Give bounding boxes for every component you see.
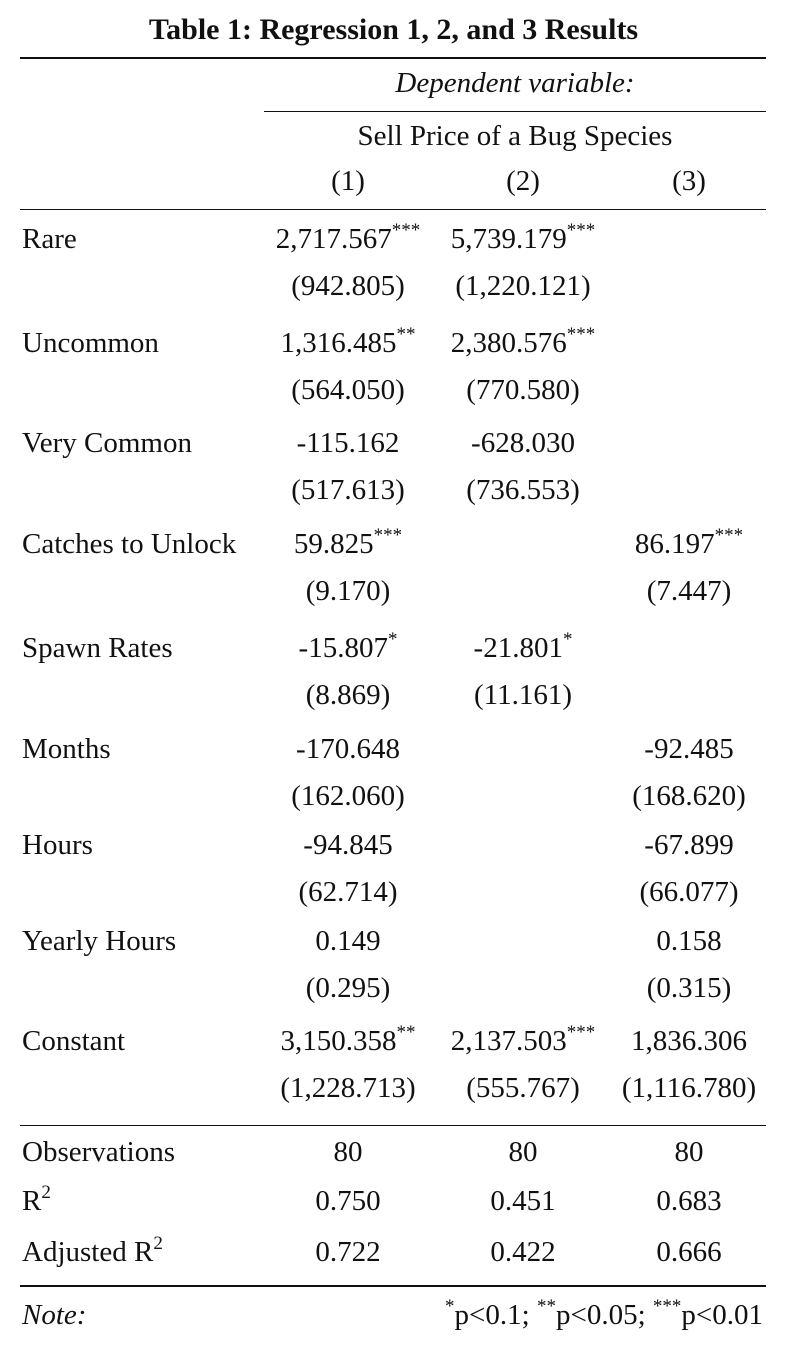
standard-error-cell: (66.077) — [639, 876, 739, 908]
bottom-rule — [20, 1285, 766, 1287]
top-rule — [20, 57, 766, 59]
coefficient-cell — [612, 732, 766, 766]
standard-error-cell: (942.805) — [291, 270, 405, 302]
row-label: Uncommon — [22, 327, 159, 359]
coefficient-cell — [262, 426, 434, 460]
standard-error-cell: (62.714) — [298, 876, 398, 908]
column-header-3: (3) — [672, 165, 706, 197]
row-label: Yearly Hours — [22, 925, 177, 957]
stat-value: 80 — [508, 1136, 538, 1168]
standard-error-cell: (0.295) — [305, 972, 391, 1004]
coefficient-value: 2,717.567 — [275, 223, 392, 255]
significance-stars: *** — [391, 220, 421, 241]
row-label: Very Common — [22, 427, 192, 459]
standard-error-cell: (11.161) — [474, 679, 572, 711]
coefficient-value: 86.197 — [634, 528, 715, 560]
stat-value: 0.422 — [490, 1236, 556, 1268]
coefficient-cell — [262, 326, 434, 360]
coefficient-value: 5,739.179 — [450, 223, 567, 255]
stat-label-superscript: 2 — [41, 1182, 51, 1203]
stats-rule — [20, 1125, 766, 1126]
coefficient-cell — [262, 222, 434, 256]
stat-value: 0.750 — [315, 1185, 381, 1217]
coefficient-value: 2,380.576 — [450, 327, 567, 359]
standard-error-cell: (8.869) — [305, 679, 391, 711]
coefficient-cell — [436, 222, 610, 256]
significance-stars: *** — [714, 525, 744, 546]
standard-error-cell: (168.620) — [632, 780, 746, 812]
table-title: Table 1: Regression 1, 2, and 3 Results — [148, 13, 639, 46]
note-label: Note: — [22, 1299, 87, 1331]
coefficient-value: 0.158 — [656, 925, 722, 957]
stat-label-text: Observations — [22, 1136, 176, 1168]
coefficient-cell — [436, 426, 610, 460]
standard-error-cell: (564.050) — [291, 374, 405, 406]
row-label: Hours — [22, 829, 93, 861]
stat-value: 80 — [333, 1136, 363, 1168]
standard-error-cell: (736.553) — [466, 474, 580, 506]
coefficient-value: 2,137.503 — [450, 1025, 567, 1057]
column-header-1: (1) — [331, 165, 365, 197]
coefficient-value: 1,836.306 — [631, 1025, 747, 1057]
coefficient-cell — [612, 527, 766, 561]
coefficient-value: 3,150.358 — [280, 1025, 397, 1057]
coefficient-cell — [612, 1024, 766, 1058]
stat-value: 0.451 — [490, 1185, 556, 1217]
coefficient-cell — [262, 1024, 434, 1058]
coefficient-cell — [436, 326, 610, 360]
standard-error-cell: (1,228.713) — [280, 1072, 416, 1104]
standard-error-cell: (0.315) — [646, 972, 732, 1004]
significance-note — [445, 1298, 763, 1332]
stat-label-text: Adjusted R — [22, 1236, 154, 1268]
coefficient-cell — [262, 828, 434, 862]
significance-stars: ** — [396, 324, 416, 345]
coefficient-value: 0.149 — [315, 925, 381, 957]
coefficient-cell — [612, 924, 766, 958]
significance-stars: ** — [396, 1022, 416, 1043]
header-rule — [20, 209, 766, 210]
note-threshold: p<0.01 — [681, 1299, 763, 1331]
column-header-2: (2) — [506, 165, 540, 197]
standard-error-cell: (7.447) — [646, 575, 732, 607]
standard-error-cell: (9.170) — [305, 575, 391, 607]
standard-error-cell: (162.060) — [291, 780, 405, 812]
stat-value: 0.683 — [656, 1185, 722, 1217]
significance-stars: *** — [373, 525, 403, 546]
coefficient-value: -115.162 — [296, 427, 400, 459]
coefficient-value: -92.485 — [644, 733, 734, 765]
coefficient-value: 1,316.485 — [280, 327, 397, 359]
coefficient-value: -94.845 — [303, 829, 393, 861]
significance-stars: * — [562, 629, 573, 650]
coefficient-cell — [262, 732, 434, 766]
coefficient-cell — [262, 631, 434, 665]
standard-error-cell: (1,116.780) — [621, 1072, 757, 1104]
note-stars: *** — [652, 1296, 682, 1317]
dependent-rule — [264, 111, 766, 112]
coefficient-value: -170.648 — [296, 733, 400, 765]
coefficient-cell — [436, 631, 610, 665]
stat-value: 0.666 — [656, 1236, 722, 1268]
coefficient-value: -628.030 — [471, 427, 575, 459]
row-label: Rare — [22, 223, 77, 255]
stat-label — [22, 1235, 163, 1269]
stat-value: 0.722 — [315, 1236, 381, 1268]
standard-error-cell: (555.767) — [466, 1072, 580, 1104]
standard-error-cell: (517.613) — [291, 474, 405, 506]
row-label: Months — [22, 733, 111, 765]
stat-value: 80 — [674, 1136, 704, 1168]
row-label: Constant — [22, 1025, 126, 1057]
significance-stars: * — [387, 629, 398, 650]
note-threshold: p<0.1; — [454, 1299, 537, 1331]
coefficient-cell — [436, 1024, 610, 1058]
stat-label-superscript: 2 — [153, 1233, 163, 1254]
standard-error-cell: (770.580) — [466, 374, 580, 406]
stat-label-text: R — [22, 1185, 42, 1217]
coefficient-cell — [612, 828, 766, 862]
row-label: Catches to Unlock — [22, 528, 237, 560]
note-threshold: p<0.05; — [555, 1299, 653, 1331]
stat-label — [22, 1184, 51, 1218]
row-label: Spawn Rates — [22, 632, 173, 664]
significance-stars: *** — [566, 324, 596, 345]
significance-stars: *** — [566, 1022, 596, 1043]
note-stars: ** — [536, 1296, 556, 1317]
significance-stars: *** — [566, 220, 596, 241]
coefficient-value: -15.807 — [298, 632, 388, 664]
stat-label — [22, 1135, 175, 1169]
note-stars: * — [445, 1296, 455, 1317]
coefficient-value: -21.801 — [473, 632, 563, 664]
coefficient-cell — [262, 527, 434, 561]
coefficient-cell — [262, 924, 434, 958]
coefficient-value: -67.899 — [644, 829, 734, 861]
dependent-variable-name: Sell Price of a Bug Species — [357, 120, 673, 152]
standard-error-cell: (1,220.121) — [455, 270, 591, 302]
coefficient-value: 59.825 — [293, 528, 374, 560]
dependent-variable-label: Dependent variable: — [395, 67, 635, 99]
